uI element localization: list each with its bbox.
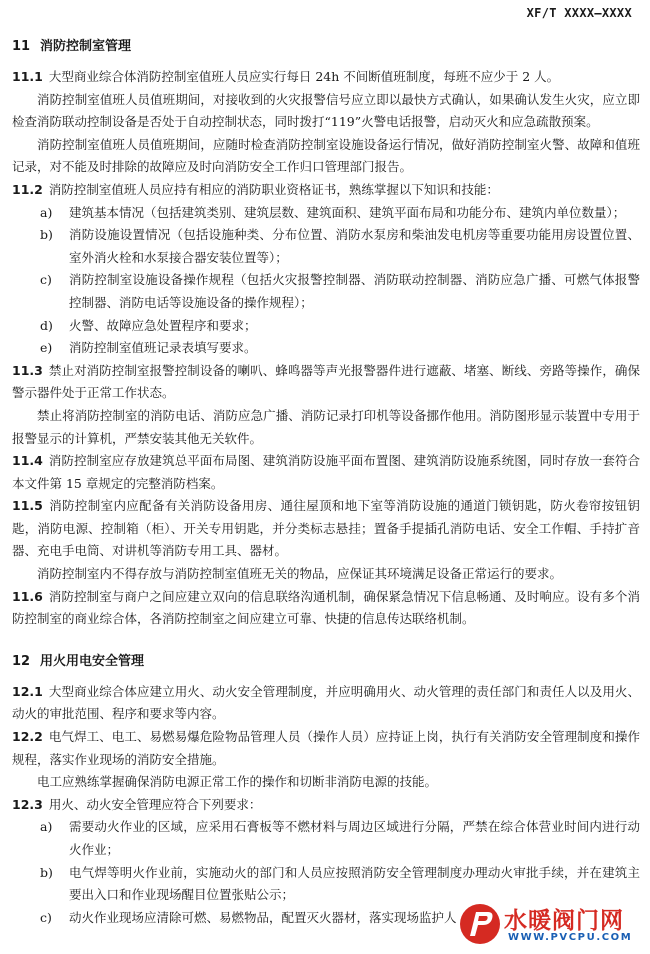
section-number: 12 bbox=[12, 653, 31, 669]
clause-text: 电气焊工、电工、易燃易爆危险物品管理人员（操作人员）应持证上岗，执行有关消防安全管理制度和操作规程，落实作业现场的消防安全措施。 bbox=[12, 729, 640, 767]
clause-text: 大型商业综合体应建立用火、动火安全管理制度，并应明确用火、动火管理的责任部门和责任人以及用火、动火的审批范围、程序和要求等内容。 bbox=[12, 683, 640, 722]
clause-text: 消防控制室应存放建筑总平面布局图、建筑消防设施平面布置图、建筑消防设施系统图，同时存放一套符合本文件第 15 章规定的完整消防档案。 bbox=[12, 453, 640, 491]
clause-text: 消防控制室值班人员应持有相应的消防职业资格证书，熟练掌握以下知识和技能： bbox=[48, 181, 499, 197]
list-item bbox=[12, 269, 640, 314]
section-number: 11 bbox=[12, 39, 31, 54]
clause-paragraph bbox=[12, 450, 640, 495]
clause-paragraph bbox=[12, 360, 640, 405]
list-item-label: c) bbox=[40, 272, 52, 288]
list-item bbox=[12, 816, 640, 861]
document-body bbox=[12, 30, 640, 929]
watermark-site-name: 水暖阀门网 bbox=[504, 908, 624, 934]
list-item-text: 动火作业现场应清除可燃、易燃物品，配置灭火器材，落实现场监护人 bbox=[69, 909, 457, 925]
list-item bbox=[12, 337, 640, 360]
list-item-text: 需要动火作业的区域，应采用石膏板等不燃材料与周边区域进行分隔，严禁在综合体营业时间内进行动火作业； bbox=[69, 819, 640, 857]
clause-number: 11.3 bbox=[12, 362, 43, 378]
site-watermark-logo bbox=[458, 902, 636, 946]
list-item-text: 消防控制室设施设备操作规程（包括火灾报警控制器、消防联动控制器、消防应急广播、可燃气体报警控制器、消防电话等设施设备的操作规程）； bbox=[69, 272, 640, 310]
clause-number: 11.1 bbox=[12, 69, 43, 84]
list-item-label: b) bbox=[40, 864, 53, 880]
clause-paragraph bbox=[12, 586, 640, 631]
watermark-url: WWW.PVCPU.COM bbox=[508, 932, 633, 943]
list-item-label: a) bbox=[40, 204, 53, 220]
clause-number: 11.6 bbox=[12, 588, 43, 604]
list-item-label: d) bbox=[40, 317, 53, 333]
clause-paragraph bbox=[12, 726, 640, 771]
clause-number: 12.2 bbox=[12, 729, 43, 745]
body-paragraph: 禁止将消防控制室的消防电话、消防应急广播、消防记录打印机等设备挪作他用。消防图形显示装置中专用于报警显示的计算机，严禁安装其他无关软件。 bbox=[12, 407, 640, 446]
section-heading bbox=[12, 36, 640, 58]
clause-paragraph bbox=[12, 681, 640, 726]
list-item bbox=[12, 224, 640, 269]
body-paragraph: 消防控制室值班人员值班期间，对接收到的火灾报警信号应立即以最快方式确认，如果确认发生火灾，应立即检查消防联动控制设备是否处于自动控制状态，同时拨打“119”火警电话报警，启动灭火和应急疏散预案。 bbox=[12, 91, 640, 130]
list-item-label: c) bbox=[40, 909, 52, 925]
clause-text: 大型商业综合体消防控制室值班人员应实行每日 24h 不间断值班制度，每班不应少于 2 人。 bbox=[48, 69, 560, 84]
list-item-label: b) bbox=[40, 227, 53, 243]
clause-paragraph bbox=[12, 66, 640, 89]
clause-paragraph bbox=[12, 495, 640, 563]
list-item-text: 建筑基本情况（包括建筑类别、建筑层数、建筑面积、建筑平面布局和功能分布、建筑内单位数量）； bbox=[69, 204, 626, 220]
clause-text: 消防控制室与商户之间应建立双向的信息联络沟通机制，确保紧急情况下信息畅通、及时响应。设有多个消防控制室的商业综合体，各消防控制室之间应建立可靠、快捷的信息传达联络机制。 bbox=[12, 588, 640, 627]
clause-number: 11.2 bbox=[12, 181, 43, 197]
list-item bbox=[12, 862, 640, 907]
standard-number: XF/T XXXX—XXXX bbox=[526, 6, 632, 20]
clause-number: 12.1 bbox=[12, 683, 43, 699]
list-item-label: e) bbox=[40, 340, 53, 356]
clause-number: 11.4 bbox=[12, 453, 43, 469]
section-title: 用火用电安全管理 bbox=[40, 653, 145, 669]
clause-paragraph bbox=[12, 179, 640, 202]
clause-text: 用火、动火安全管理应符合下列要求： bbox=[48, 796, 262, 812]
section-title: 消防控制室管理 bbox=[40, 39, 132, 54]
list-item-text: 电气焊等明火作业前，实施动火的部门和人员应按照消防安全管理制度办理动火审批手续，并在建筑主要出入口和作业现场醒目位置张贴公示； bbox=[69, 864, 640, 903]
list-item bbox=[12, 315, 640, 338]
clause-text: 消防控制室内应配备有关消防设备用房、通往屋顶和地下室等消防设施的通道门锁钥匙，防火卷帘按钮钥匙，消防电源、控制箱（柜）、开关专用钥匙，并分类标志悬挂；置备手提插孔消防电话、安全工作帽、手持扩音器、充电手电筒、对讲机等消防专用工具、器材。 bbox=[12, 498, 640, 559]
logo-mark-icon bbox=[458, 902, 502, 946]
body-paragraph: 消防控制室内不得存放与消防控制室值班无关的物品，应保证其环境满足设备正常运行的要求。 bbox=[37, 566, 563, 582]
list-item-text: 消防设施设置情况（包括设施种类、分布位置、消防水泵房和柴油发电机房等重要功能用房设置位置、室外消火栓和水泵接合器安装位置等）； bbox=[69, 227, 640, 265]
clause-paragraph bbox=[12, 794, 640, 817]
list-item-label: a) bbox=[40, 819, 53, 835]
clause-number: 12.3 bbox=[12, 796, 43, 812]
body-paragraph: 消防控制室值班人员值班期间，应随时检查消防控制室设施设备运行情况，做好消防控制室火警、故障和值班记录，对不能及时排除的故障应及时向消防安全工作归口管理部门报告。 bbox=[12, 136, 640, 175]
list-item-text: 火警、故障应急处置程序和要求； bbox=[69, 317, 257, 333]
clause-text: 禁止对消防控制室报警控制设备的喇叭、蜂鸣器等声光报警器件进行遮蔽、堵塞、断线、旁路等操作，确保警示器件处于正常工作状态。 bbox=[12, 362, 640, 401]
list-item-text: 消防控制室值班记录表填写要求。 bbox=[69, 340, 257, 356]
list-item bbox=[12, 202, 640, 225]
body-paragraph: 电工应熟练掌握确保消防电源正常工作的操作和切断非消防电源的技能。 bbox=[37, 774, 438, 790]
clause-number: 11.5 bbox=[12, 498, 43, 514]
section-heading bbox=[12, 651, 640, 673]
